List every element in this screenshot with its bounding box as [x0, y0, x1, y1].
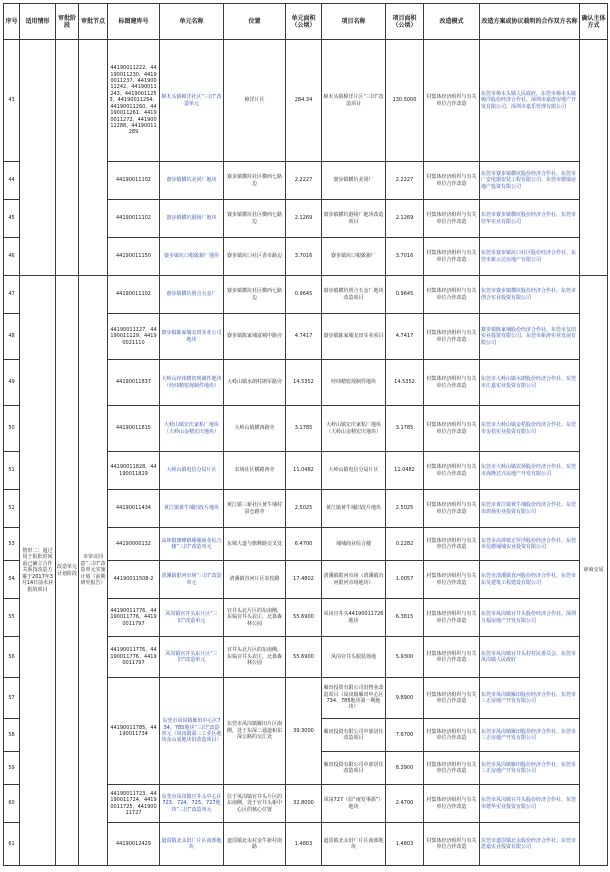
cell-unit: 黄江镇黄牛埔旧改片地块 — [160, 490, 224, 528]
cell-unit-area: 17.4802 — [286, 561, 322, 599]
cell-mode: 村集体经济组织与有关单位合作改造 — [424, 637, 480, 678]
cell-project: 凤岗727（原“南发事源”）地块 — [322, 785, 386, 823]
cell-scenario: 情形二：通过用于报批时间前已确立合作关系按改造方案于2017年3月14日前未获批的项目 — [20, 276, 56, 866]
cell-project-area: 8.3900 — [386, 752, 424, 785]
cell-unit-area: 2.2227 — [286, 162, 322, 200]
cell-unit: 凤岗镇官井头东片区“三旧”改造单元 — [160, 599, 224, 637]
table-row — [4, 40, 608, 162]
cell-location: 寮步镇横坑社区横西七路边 — [224, 200, 286, 238]
col-header-mode: 改造模式 — [424, 4, 480, 40]
cell-no: 46 — [4, 238, 20, 276]
cell-no: 44 — [4, 162, 20, 200]
cell-location: 东莞市凤岗镇雁田片区南侧，处于东深二通道和东深公路的交汇处 — [224, 678, 286, 785]
col-header-unit-area: 单元面积（公顷） — [286, 4, 322, 40]
cell-location: 寮步镇坑口社区香市路边 — [224, 238, 286, 276]
col-header-stage: 审批阶段 — [56, 4, 79, 40]
cell-partners: 东莞市黄江镇黄牛埔股份经济合作社、东莞市鸿扬实业投资有限公司 — [480, 490, 580, 528]
cell-partners: 东莞市凤岗镇雁田股份经济合作社、东莞市三正房地产开发有限公司 — [480, 678, 580, 719]
cell-unit: 寮步镇横坑港扬厂地块 — [160, 200, 224, 238]
cell-project-area: 3.7016 — [386, 238, 424, 276]
col-header-project-area: 项目面积（公顷） — [386, 4, 424, 40]
cell-stage-blank — [56, 40, 79, 276]
cell-project: 凤岗官井头服装场地 — [322, 637, 386, 678]
cell-project: 寮步镇坑口根致新厂 — [322, 238, 386, 276]
cell-project-area: 0.9645 — [386, 276, 424, 314]
cell-unit: 凤岗镇官井头东片区“三旧”改造单元 — [160, 637, 224, 678]
col-header-location: 位置 — [224, 4, 286, 40]
cell-project: 寮步镇横坑美同厂 — [322, 162, 386, 200]
cell-unit-area: 55.6900 — [286, 599, 322, 637]
cell-no: 61 — [4, 823, 20, 866]
cell-partners: 东莞市凤岗镇官井头股份经济合作社、东莞市德华实业投资有限公司 — [480, 785, 580, 823]
cell-project-area: 1.0057 — [386, 561, 424, 599]
cell-project: 经纬精密现制件地块 — [322, 360, 386, 406]
cell-location: 农场社区横路西旁 — [224, 452, 286, 490]
cell-location: 寮步镇横坑社区横西七路边 — [224, 276, 286, 314]
cell-project-area: 2.4700 — [386, 785, 424, 823]
cell-project: 雁田投资有限公司中部居住改造项目 — [322, 719, 386, 752]
cell-no: 58 — [4, 719, 20, 752]
cell-no: 53 — [4, 528, 20, 561]
cell-unit: 东莞市凤岗镇雁田中心区734、785地块“三旧”改造单元（凤岗镇第三工业区地块及山夏地块旧改造项目） — [160, 678, 224, 785]
cell-mode: 村集体经济组织与有关单位合作改造 — [424, 678, 480, 719]
cell-partners: 东莞市大岭山镇金桔股份经济合作社、东莞市金桔实业投资有限公司 — [480, 406, 580, 452]
cell-no: 47 — [4, 276, 20, 314]
cell-code: 44190011150 — [108, 238, 160, 276]
cell-mode: 村集体经济组织与有关单位合作改造 — [424, 785, 480, 823]
cell-no: 56 — [4, 637, 20, 678]
cell-mode: 村集体经济组织与有关单位合作改造 — [424, 162, 480, 200]
cell-scenario-blank — [20, 40, 56, 276]
cell-location: 樟洋片区 — [224, 40, 286, 162]
cell-mode: 村集体经济组织与有关单位合作改造 — [424, 406, 480, 452]
cell-location: 东城大道与旗峰路交叉处 — [224, 528, 286, 561]
cell-project-area: 3.1785 — [386, 406, 424, 452]
cell-mode: 村集体经济组织与有关单位合作改造 — [424, 360, 480, 406]
cell-project: 埔埔商业综合楼 — [322, 528, 386, 561]
header-row — [4, 4, 608, 40]
cell-code: 44190011837 — [108, 360, 160, 406]
cell-no: 51 — [4, 452, 20, 490]
cell-unit: 樟木头镇樟洋社区“三旧”改造单元 — [160, 40, 224, 162]
cell-no: 45 — [4, 200, 20, 238]
cell-mode: 村集体经济组织与有关单位合作改造 — [424, 719, 480, 752]
cell-location: 道滘镇北永村金牛新村南路 — [224, 823, 286, 866]
cell-no: 43 — [4, 40, 20, 162]
cell-unit-area: 2.1269 — [286, 200, 322, 238]
cell-code: 44190000132 — [108, 528, 160, 561]
cell-project: 寮步镇陈家埔友田实业项目 — [322, 314, 386, 360]
cell-project-area: 4.7417 — [386, 314, 424, 360]
cell-no: 54 — [4, 561, 20, 599]
cell-project: 大岭山镇宏庆家私厂地块（大岭山金精宏庆地块） — [322, 406, 386, 452]
col-header-project: 项目名称 — [322, 4, 386, 40]
cell-mode: 村集体经济组织与有关单位合作改造 — [424, 823, 480, 866]
cell-project-area: 11.0482 — [386, 452, 424, 490]
cell-mode: 村集体经济组织与有关单位合作改造 — [424, 528, 480, 561]
cell-mode: 村集体经济组织与有关单位合作改造 — [424, 452, 480, 490]
cell-project: 清溪镇银河市场（清溪镇直河银河市场地块） — [322, 561, 386, 599]
cell-no: 49 — [4, 360, 20, 406]
cell-mode: 村集体经济组织与有关单位合作改造 — [424, 200, 480, 238]
cell-project: 雁田投资有限公司旧物业改造项目（凤岗镇雁田中心区734、785地块第一期地块） — [322, 678, 386, 719]
cell-project: 凤岗官井头44190011726地块 — [322, 599, 386, 637]
cell-project: 寮步镇横坑港扬厂地块改造项目 — [322, 200, 386, 238]
cell-unit-area: 39.3000 — [286, 678, 322, 785]
cell-mode: 村集体经济组织与有关单位合作改造 — [424, 561, 480, 599]
cell-unit-area: 4.7417 — [286, 314, 322, 360]
cell-unit-area: 14.5352 — [286, 360, 322, 406]
cell-partners: 东莞市寮步镇横坑股份经济合作社、东莞市佳华实业有限公司 — [480, 200, 580, 238]
cell-unit: 大岭山镇宏庆家私厂地块（大岭山金精宏庆地块） — [160, 406, 224, 452]
cell-partners: 东莞市大岭山镇水朗股份经济合作社、东莞市汇嘉实业投资有限公司 — [480, 360, 580, 406]
cell-code: 44190012429 — [108, 823, 160, 866]
cell-project-area: 130.5000 — [386, 40, 424, 162]
cell-partners: 东莞市寮步镇横坑股份经济合作社、东莞市广安电器安装工程有限公司、东莞市德瑞房地产投资有限公司 — [480, 162, 580, 200]
cell-code: 44190011785、44190011734 — [108, 678, 160, 785]
cell-project-area: 5.9300 — [386, 637, 424, 678]
cell-location: 官井头北片区的东南侧，东临官井头农庄，北靠森林公园 — [224, 599, 286, 637]
cell-partners: 东莞市凤岗镇官井头村村民委员会、东莞市凤岗镇人民政府 — [480, 637, 580, 678]
cell-project: 道滘镇北永旧厂片区南部地块 — [322, 823, 386, 866]
cell-code: 44190011102 — [108, 276, 160, 314]
cell-project-area: 9.8900 — [386, 678, 424, 719]
cell-mode: 村集体经济组织与有关单位合作改造 — [424, 599, 480, 637]
cell-unit: 寮步镇横坑美同厂地块 — [160, 162, 224, 200]
cell-unit-area: 55.6900 — [286, 637, 322, 678]
cell-no: 57 — [4, 678, 20, 719]
cell-unit-area: 1.4803 — [286, 823, 322, 866]
cell-unit: 清溪镇银河市场“三旧”改造单元 — [160, 561, 224, 599]
cell-unit-area: 284.34 — [286, 40, 322, 162]
cell-unit-area: 3.7016 — [286, 238, 322, 276]
cell-code: 44190011508-2 — [108, 561, 160, 599]
cell-project-area: 6.3815 — [386, 599, 424, 637]
cell-code: 44190011828、44190011829 — [108, 452, 160, 490]
cell-partners: 东莞市清溪镇直河股份经济合作社、东莞市东昊建筑工程建设有限公司 — [480, 561, 580, 599]
cell-location: 寮步镇横坑社区横西七路边 — [224, 162, 286, 200]
cell-no: 52 — [4, 490, 20, 528]
cell-project: 大岭山镇电信分局片区 — [322, 452, 386, 490]
col-header-confirm: 确认主体方式 — [580, 4, 608, 40]
cell-partners: 东莞市高埗镇正罗沙股份经济合作社、东莞市信德埔埔实业投资有限公司 — [480, 528, 580, 561]
cell-unit: 道滘镇北永旧厂片区南部地块 — [160, 823, 224, 866]
col-header-scenario: 适用情形 — [20, 4, 56, 40]
col-header-unit: 单元名称 — [160, 4, 224, 40]
cell-project: 黄江镇黄牛埔旧改片地块 — [322, 490, 386, 528]
cell-partners: 东莞市凤岗镇雁田股份经济合作社、东莞市三正房地产开发有限公司 — [480, 752, 580, 785]
cell-project: 樟木头镇樟洋片区“三旧”改造项目 — [322, 40, 386, 162]
cell-project-area: 1.4803 — [386, 823, 424, 866]
cell-partners: 东莞市道滘镇北永股份经济合作社、东莞市恩嘉实业投资有限公司 — [480, 823, 580, 866]
cell-confirm: 磋商交易 — [580, 276, 608, 866]
cell-code: 44190011222、44190011230、44190011237、44190011242、44190011243、44190011253、44190011254、44190011260、44190011261、44190011272、44190011288、44190011289 — [108, 40, 160, 162]
cell-mode: 村集体经济组织与有关单位合作改造 — [424, 490, 480, 528]
cell-partners: 东莞市凤岗镇雁田股份经济合作社、东莞市三正房地产开发有限公司 — [480, 719, 580, 752]
cell-code: 44190011776、44190011776、44190011797 — [108, 637, 160, 678]
cell-mode: 村集体经济组织与有关单位合作改造 — [424, 238, 480, 276]
cell-project-area: 14.5352 — [386, 360, 424, 406]
cell-location: 黄江镇三新社区黄牛埔村富仓路旁 — [224, 490, 286, 528]
cell-unit: 寮步镇陈家埔友田实业公司地块 — [160, 314, 224, 360]
cell-unit-area: 3.1785 — [286, 406, 322, 452]
cell-location: 官井头北片区的东南侧，东临官井头农庄，北靠森林公园 — [224, 637, 286, 678]
cell-no: 60 — [4, 785, 20, 823]
cell-unit: 寮步镇坑口根致新厂地块 — [160, 238, 224, 276]
cell-mode: 村集体经济组织与有关单位合作改造 — [424, 752, 480, 785]
cell-unit-area: 0.9645 — [286, 276, 322, 314]
cell-no: 50 — [4, 406, 20, 452]
cell-project-area: 7.6700 — [386, 719, 424, 752]
cell-project-area: 2.5025 — [386, 490, 424, 528]
col-header-code: 标图建库号 — [108, 4, 160, 40]
col-header-no: 序号 — [4, 4, 20, 40]
cell-unit: 大岭山镇电信分局片区 — [160, 452, 224, 490]
cell-no: 48 — [4, 314, 20, 360]
cell-location: 大岭山镇横西路旁 — [224, 406, 286, 452]
cell-confirm-blank — [580, 40, 608, 276]
cell-unit: 寮步镇横坑创合五金厂 — [160, 276, 224, 314]
cell-unit-area: 6.4700 — [286, 528, 322, 561]
col-header-node: 审批节点 — [79, 4, 108, 40]
col-header-partners: 改造方案或协议载明的合作双方名称 — [480, 4, 580, 40]
cell-code: 44190011723、44190011724、44190011725、44190011727 — [108, 785, 160, 823]
cell-unit-area: 32.8000 — [286, 785, 322, 823]
cell-project: 寮步镇横坑创合五金厂地块改造项目 — [322, 276, 386, 314]
cell-code: 44190011815 — [108, 406, 160, 452]
cell-stage: 改造单元计划阶段 — [56, 276, 79, 866]
cell-unit: 大岭山经纬精密现制件地块（经纬精密现制件地块） — [160, 360, 224, 406]
cell-project-area: 0.2282 — [386, 528, 424, 561]
cell-partners: 东莞市寮步镇坑口社区股份经济合作社、东莞市新云达房地产有限公司 — [480, 238, 580, 276]
cell-project-area: 2.2227 — [386, 162, 424, 200]
cell-no: 59 — [4, 752, 20, 785]
cell-project: 雁田投资有限公司中部居住改造项目 — [322, 752, 386, 785]
cell-unit-area: 2.5025 — [286, 490, 322, 528]
cell-mode: 村集体经济组织与有关单位合作改造 — [424, 276, 480, 314]
cell-unit: 东莞市凤岗镇官井头中心区723、724、725、727地块“三旧”改造单元 — [160, 785, 224, 823]
cell-mode: 村集体经济组织与有关单位合作改造 — [424, 314, 480, 360]
document-page — [3, 3, 607, 866]
cell-code: 44190011434 — [108, 490, 160, 528]
cell-unit: 高埗镇旗峰路埔埔商业综合楼“三旧”改造单元 — [160, 528, 224, 561]
cell-node-blank — [79, 40, 108, 276]
table-body — [4, 40, 608, 866]
cell-location: 清溪镇直河片区农校路 — [224, 561, 286, 599]
cell-code: 44190011102 — [108, 200, 160, 238]
cell-partners: 寮步镇陈家埔股份经济合作社、东莞市友田实业投资有限公司、东莞市新涛实业发展有限公司 — [480, 314, 580, 360]
cell-partners: 东莞市大岭山镇农场股份经济合作社、东莞市海隆达兴房地产开发有限公司 — [480, 452, 580, 490]
cell-location: 大岭山镇水朗村朗军路旁 — [224, 360, 286, 406]
cell-code: 44190011102 — [108, 162, 160, 200]
table-row — [4, 276, 608, 314]
cell-unit-area: 11.0482 — [286, 452, 322, 490]
cell-location: 位于凤岗镇官井头片区的东南侧，处于官井头新中心区的核心位置 — [224, 785, 286, 823]
cell-no: 55 — [4, 599, 20, 637]
cell-project-area: 2.1269 — [386, 200, 424, 238]
cell-partners: 东莞市寮步镇横坑股份经济合作社、东莞市创合实业投资有限公司 — [480, 276, 580, 314]
renovation-project-table — [3, 3, 608, 866]
cell-code: 44190011776、44190011776、44190011797 — [108, 599, 160, 637]
cell-code: 44190011127、44190011129、44190021110 — [108, 314, 160, 360]
cell-location: 寮步镇陈家埔富城中路旁 — [224, 314, 286, 360]
cell-node: 市审议同意“三旧”改造单元实施计划（前期研究报告） — [79, 276, 108, 866]
cell-mode: 村集体经济组织与有关单位合作改造 — [424, 40, 480, 162]
cell-partners: 东莞市凤岗镇官井头股份经济合作社、深圳万福房地产开发有限公司 — [480, 599, 580, 637]
cell-partners: 东莞市樟木头镇人民政府，东莞市樟木头镇樟洋股份经济合作社，深圳市嘉唐房地产开发有限公司，深圳市嘉乐管理有限公司 — [480, 40, 580, 162]
